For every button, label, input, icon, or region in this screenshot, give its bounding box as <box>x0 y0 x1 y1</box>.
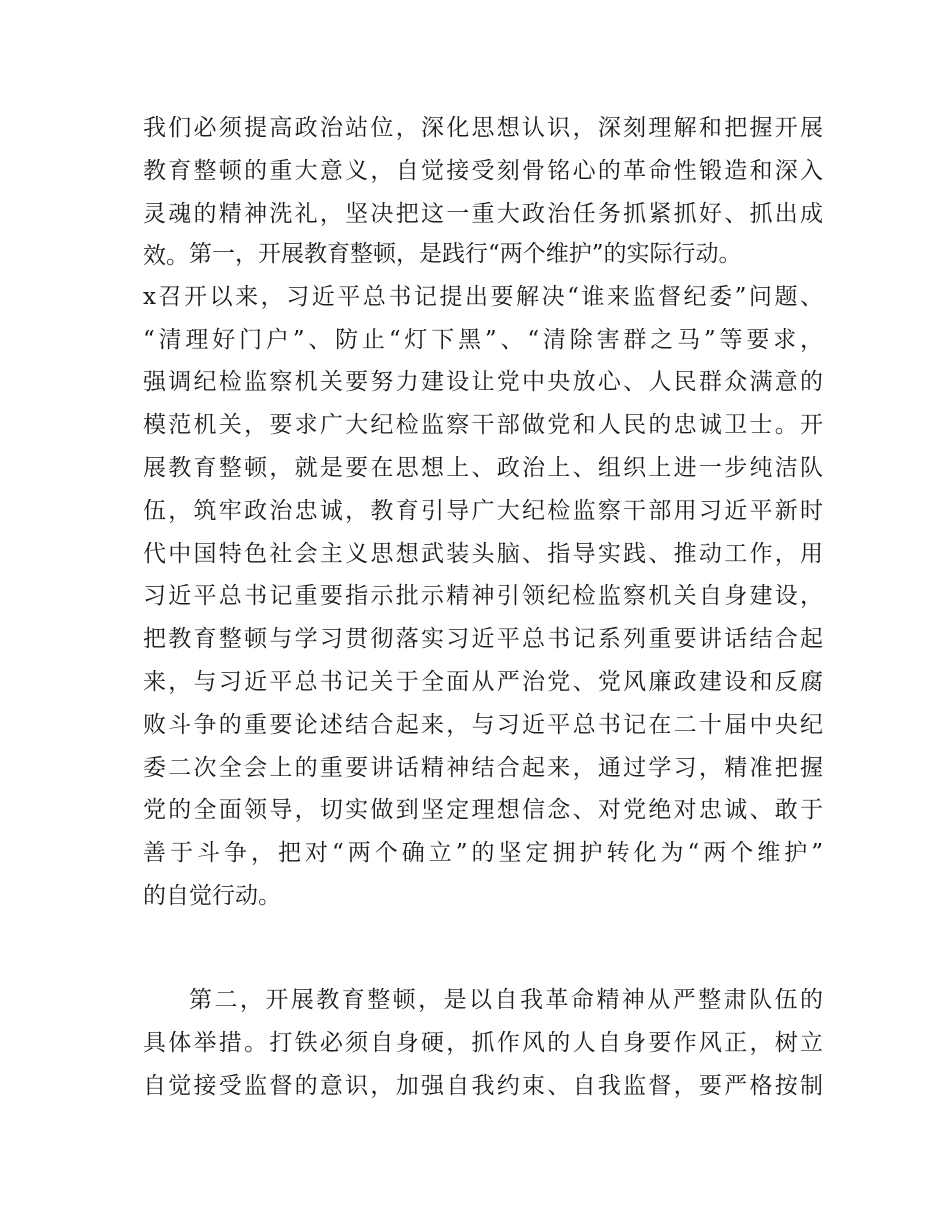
text-line: 伍，筑牢政治忠诚，教育引导广大纪检监察干部用习近平新时 <box>143 497 823 524</box>
text-line: 模范机关，要求广大纪检监察干部做党和人民的忠诚卫士。开 <box>143 412 823 439</box>
text-line: 展教育整顿，就是要在思想上、政治上、组织上进一步纯洁队 <box>143 454 823 481</box>
text-line: 党的全面领导，切实做到坚定理想信念、对党绝对忠诚、敢于 <box>143 797 823 824</box>
text-line: 教育整顿的重大意义，自觉接受刻骨铭心的革命性锻造和深入 <box>143 157 823 184</box>
paragraph-point-one <box>143 233 823 918</box>
text-line: 来，与习近平总书记关于全面从严治党、党风廉政建设和反腐 <box>143 668 823 695</box>
text-line: 代中国特色社会主义思想武装头脑、指导实践、推动工作，用 <box>143 540 823 567</box>
text-line: 习近平总书记重要指示批示精神引领纪检监察机关自身建设， <box>143 583 823 610</box>
text-line: 第一，开展教育整顿，是践行“两个维护”的实际行动。 <box>189 241 742 267</box>
text-line: 具体举措。打铁必须自身硬，抓作风的人自身要作风正，树立 <box>143 1029 823 1056</box>
text-line: 灵魂的精神洗礼，坚决把这一重大政治任务抓紧抓好、抓出成 <box>143 200 823 227</box>
text-line: “清理好门户”、防止“灯下黑”、“清除害群之马”等要求， <box>143 326 823 353</box>
text-line: 败斗争的重要论述结合起来，与习近平总书记在二十届中央纪 <box>143 711 823 738</box>
text-line: 的自觉行动。 <box>143 882 281 909</box>
text-line: 效。 <box>143 243 189 270</box>
text-line: 我们必须提高政治站位，深化思想认识，深刻理解和把握开展 <box>143 115 823 141</box>
text-line: 委二次全会上的重要讲话精神结合起来，通过学习，精准把握 <box>143 754 823 781</box>
text-line: 自觉接受监督的意识，加强自我约束、自我监督，要严格按制 <box>143 1072 823 1099</box>
text-line: 强调纪检监察机关要努力建设让党中央放心、人民群众满意的 <box>143 369 823 396</box>
text-line: 第二，开展教育整顿，是以自我革命精神从严整肃队伍的 <box>189 987 823 1013</box>
text-line: 把教育整顿与学习贯彻落实习近平总书记系列重要讲话结合起 <box>143 626 823 653</box>
text-line: x召开以来，习近平总书记提出要解决“谁来监督纪委”问题、 <box>143 283 823 310</box>
text-line: 善于斗争，把对“两个确立”的坚定拥护转化为“两个维护” <box>143 840 823 867</box>
paragraph-point-two <box>143 979 823 1107</box>
